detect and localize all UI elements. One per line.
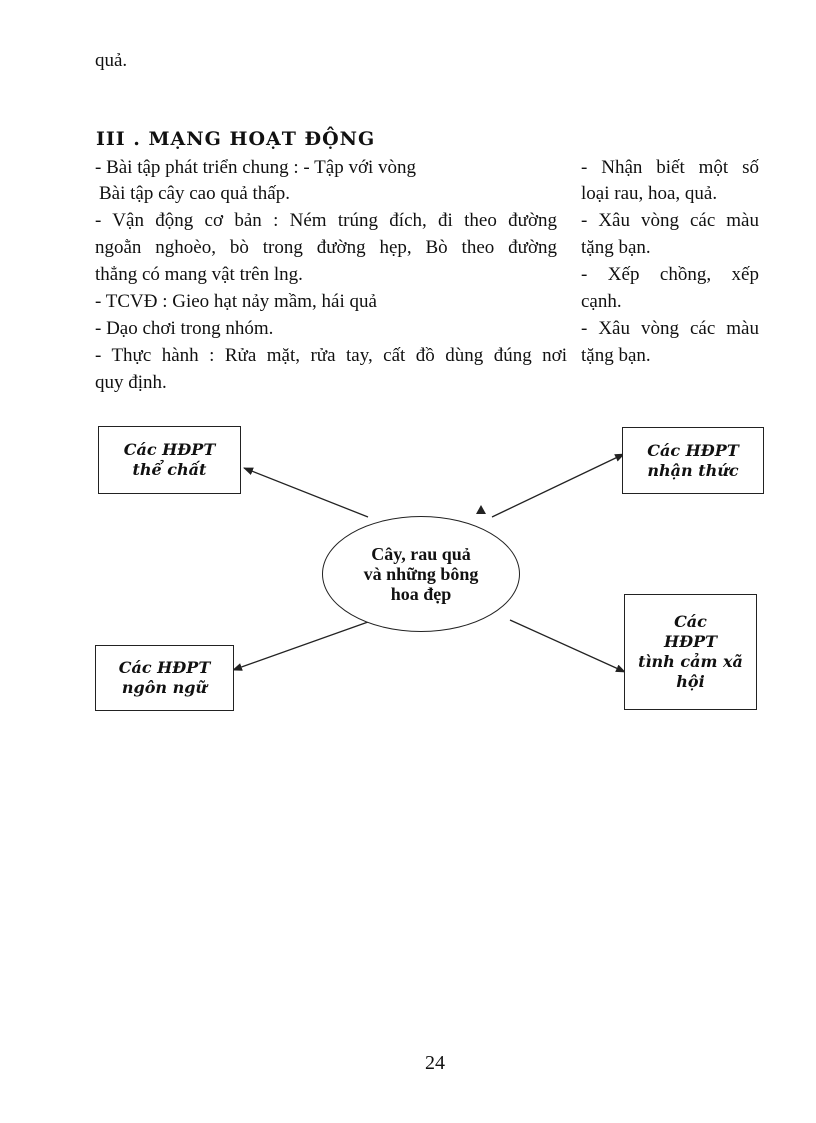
social-line-2: HĐPT <box>663 632 718 651</box>
center-line-1: Cây, rau quả <box>371 544 471 564</box>
center-line-3: hoa đẹp <box>390 584 452 604</box>
right-line-3: - Xâu vòng các màu <box>581 210 759 231</box>
cognitive-line-1: Các HĐPT <box>647 440 739 460</box>
intro-text: quả. <box>95 50 128 71</box>
social-line-3: tình cảm xã <box>638 652 743 671</box>
social-line-4: hội <box>676 672 705 691</box>
left-line-5: thẳng có mang vật trên lng. <box>95 264 303 285</box>
physical-development-box <box>98 426 241 494</box>
page-number: 24 <box>425 1052 445 1074</box>
physical-line-1: Các HĐPT <box>123 440 216 459</box>
left-line-9: quy định. <box>95 372 167 393</box>
right-line-5: - Xếp chồng, xếp <box>581 264 759 285</box>
left-line-4: ngoằn nghoèo, bò trong đường hẹp, Bò theo đường <box>95 237 557 258</box>
left-line-8: - Thực hành : Rửa mặt, rửa tay, cất đồ dùng đúng nơi <box>95 345 567 366</box>
language-line-1: Các HĐPT <box>118 658 211 677</box>
social-line-1: Các <box>674 612 707 631</box>
section-heading: III . MẠNG HOẠT ĐỘNG <box>96 128 376 150</box>
left-line-3: - Vận động cơ bản : Ném trúng đích, đi theo đường <box>95 210 557 231</box>
arrow-to-language <box>233 622 368 670</box>
right-line-4: tặng bạn. <box>581 237 651 258</box>
arrow-to-physical <box>244 468 368 517</box>
center-top-arrowhead <box>476 505 486 514</box>
right-line-2: loại rau, hoa, quả. <box>581 183 718 204</box>
left-line-1: - Bài tập phát triển chung : - Tập với vòng <box>95 157 417 178</box>
right-line-7: - Xâu vòng các màu <box>581 318 759 339</box>
right-line-1: - Nhận biết một số <box>581 157 759 178</box>
right-line-8: tặng bạn. <box>581 345 651 366</box>
cognitive-line-2: nhận thức <box>647 460 739 480</box>
left-line-6: - TCVĐ : Gieo hạt nảy mầm, hái quả <box>95 291 377 312</box>
language-line-2: ngôn ngữ <box>121 678 208 697</box>
center-topic-ellipse <box>322 516 520 632</box>
left-line-7: - Dạo chơi trong nhóm. <box>95 318 274 339</box>
arrow-to-social <box>510 620 625 672</box>
right-line-6: cạnh. <box>581 291 622 312</box>
language-development-box <box>95 645 234 711</box>
cognitive-development-box <box>622 427 764 494</box>
social-emotional-box <box>624 594 757 710</box>
arrow-to-cognitive <box>492 454 624 517</box>
left-line-2: Bài tập cây cao quả thấp. <box>99 183 290 204</box>
physical-line-2: thể chất <box>132 460 207 479</box>
center-line-2: và những bông <box>363 564 479 584</box>
